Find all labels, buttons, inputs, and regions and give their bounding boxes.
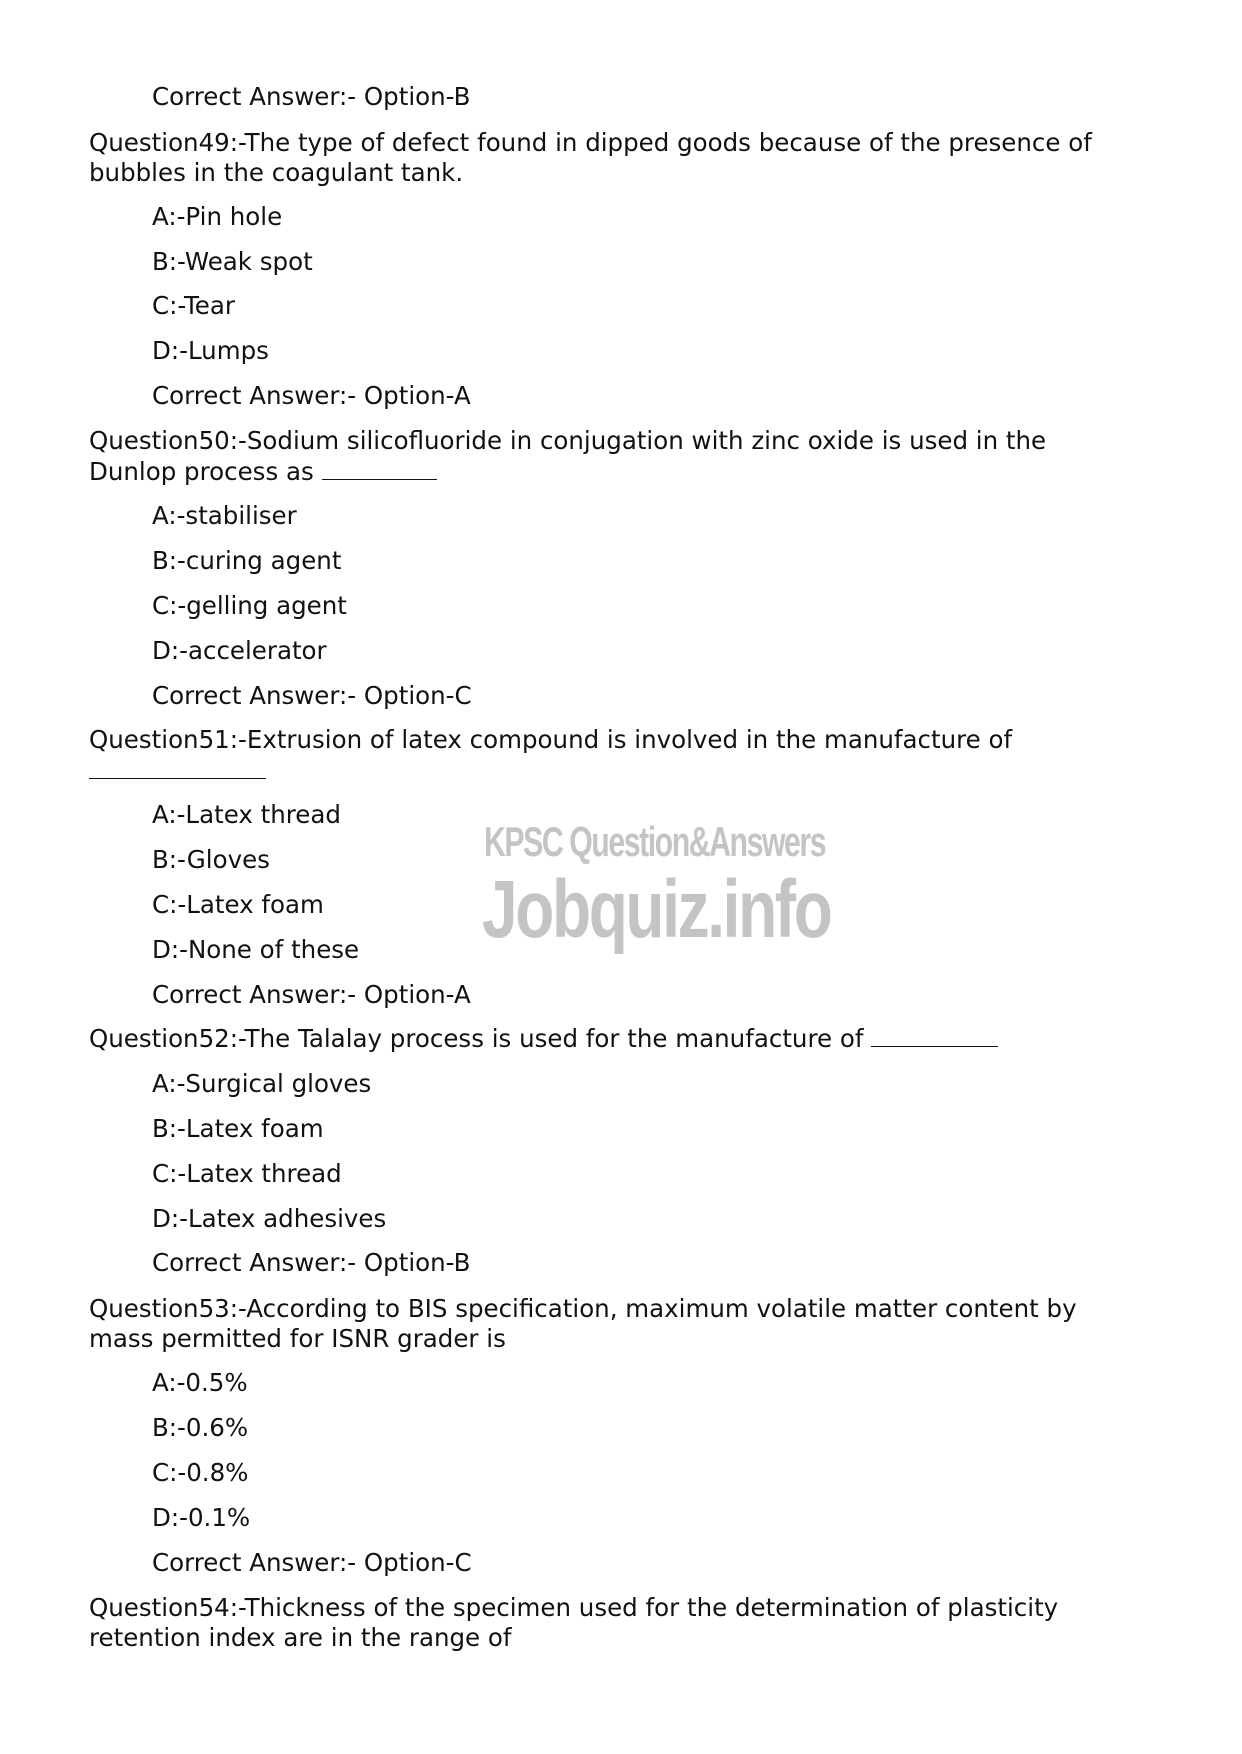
question-text: mass permitted for ISNR grader is: [89, 1324, 506, 1353]
option-a: A:-0.5%: [152, 1368, 248, 1397]
question-text: Question54:-Thickness of the specimen used for the determination of plasticity: [89, 1593, 1059, 1622]
watermark: [482, 818, 831, 968]
option-a: A:-stabiliser: [152, 501, 297, 530]
option-c: C:-gelling agent: [152, 591, 347, 620]
question-text-part: Question52:-The Talalay process is used for the manufacture of: [89, 1024, 864, 1053]
correct-answer: Correct Answer:- Option-B: [152, 82, 471, 111]
option-c: C:-Latex foam: [152, 890, 324, 919]
question-text: Question53:-According to BIS specification, maximum volatile matter content by: [89, 1294, 1077, 1323]
watermark-line: KPSC Question&Answers: [484, 818, 826, 865]
correct-answer: Correct Answer:- Option-C: [152, 681, 472, 710]
correct-answer: Correct Answer:- Option-B: [152, 1248, 471, 1277]
correct-answer: Correct Answer:- Option-C: [152, 1548, 472, 1577]
option-b: B:-Gloves: [152, 845, 270, 874]
option-d: D:-0.1%: [152, 1503, 251, 1532]
answer-blank: [89, 756, 266, 779]
option-c: C:-0.8%: [152, 1458, 249, 1487]
option-b: B:-Latex foam: [152, 1114, 324, 1143]
correct-answer: Correct Answer:- Option-A: [152, 381, 471, 410]
option-a: A:-Latex thread: [152, 800, 341, 829]
answer-blank: [871, 1024, 998, 1047]
option-d: D:-Latex adhesives: [152, 1204, 387, 1233]
option-a: A:-Surgical gloves: [152, 1069, 372, 1098]
question-text: retention index are in the range of: [89, 1623, 512, 1652]
option-c: C:-Latex thread: [152, 1159, 342, 1188]
option-d: D:-Lumps: [152, 336, 269, 365]
question-text: Question51:-Extrusion of latex compound is involved in the manufacture of: [89, 725, 1013, 754]
question-text: [89, 1023, 998, 1054]
question-text: bubbles in the coagulant tank.: [89, 158, 464, 187]
option-c: C:-Tear: [152, 291, 235, 320]
option-b: B:-Weak spot: [152, 247, 313, 276]
question-text: [89, 456, 437, 487]
question-text: [89, 755, 266, 786]
option-d: D:-None of these: [152, 935, 360, 964]
answer-blank: [322, 457, 437, 480]
option-a: A:-Pin hole: [152, 202, 283, 231]
option-b: B:-0.6%: [152, 1413, 249, 1442]
option-d: D:-accelerator: [152, 636, 327, 665]
option-b: B:-curing agent: [152, 546, 342, 575]
question-text: Question50:-Sodium silicofluoride in conjugation with zinc oxide is used in the: [89, 426, 1047, 455]
question-text-part: Dunlop process as: [89, 457, 314, 486]
correct-answer: Correct Answer:- Option-A: [152, 980, 471, 1009]
watermark-logo: Jobquiz.info: [482, 864, 831, 955]
question-text: Question49:-The type of defect found in dipped goods because of the presence of: [89, 128, 1092, 157]
